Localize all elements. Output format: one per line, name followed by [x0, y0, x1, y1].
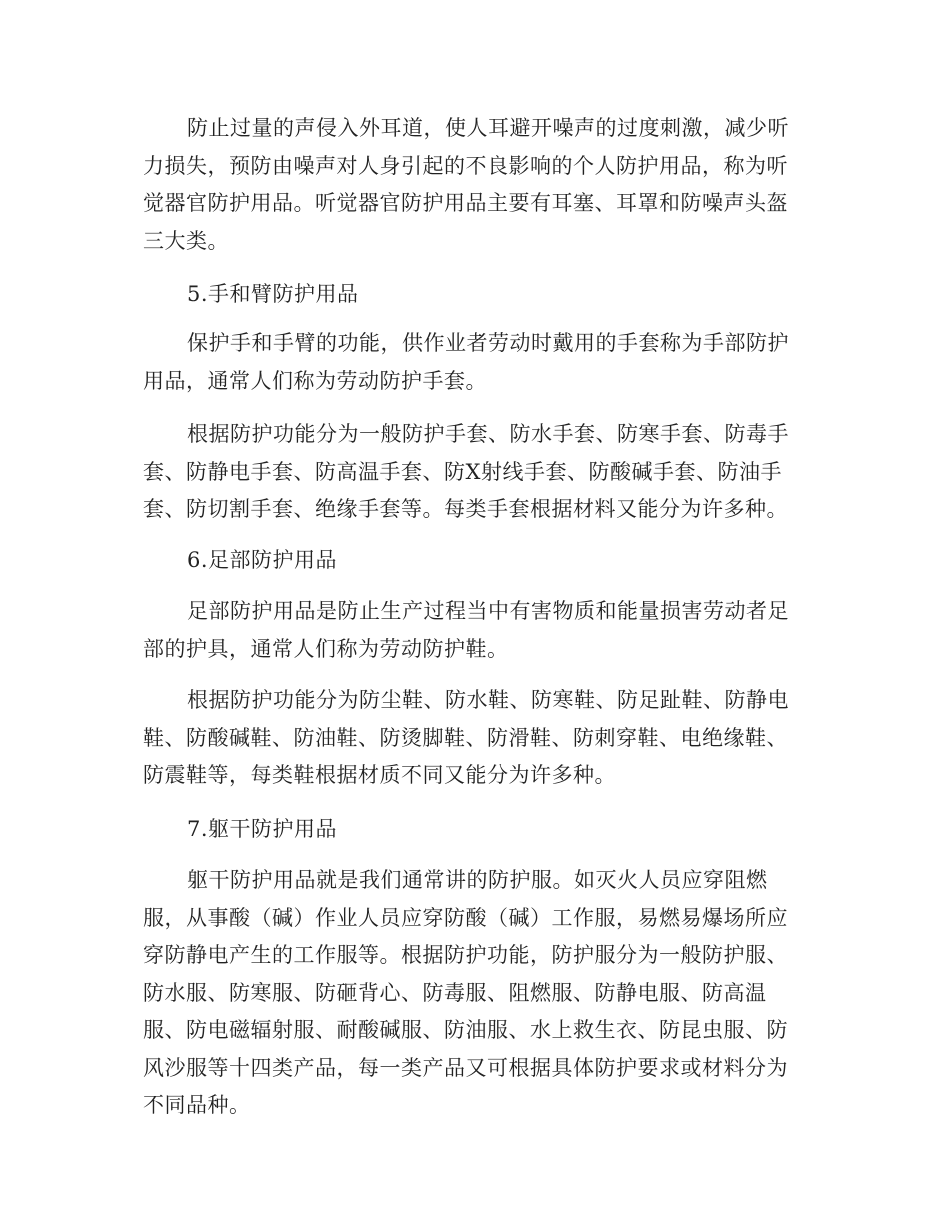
- paragraph: 根据防护功能分为防尘鞋、防水鞋、防寒鞋、防足趾鞋、防静电鞋、防酸碱鞋、防油鞋、防烫脚鞋、防滑鞋、防刺穿鞋、电绝缘鞋、防震鞋等，每类鞋根据材质不同又能分为许多种。: [143, 688, 789, 787]
- paragraph: 根据防护功能分为一般防护手套、防水手套、防寒手套、防毒手套、防静电手套、防高温手套、防X射线手套、防酸碱手套、防油手套、防切割手套、绝缘手套等。每类手套根据材料又能分为许多种。: [143, 422, 789, 521]
- paragraph-hearing-protection: [143, 110, 803, 260]
- section-heading: 7.躯干防护用品: [187, 817, 338, 841]
- section-heading-torso: [143, 811, 803, 849]
- section-heading: 6.足部防护用品: [187, 548, 338, 572]
- paragraph: 防止过量的声侵入外耳道，使人耳避开噪声的过度刺激，减少听力损失，预防由噪声对人身引起的不良影响的个人防护用品，称为听觉器官防护用品。听觉器官防护用品主要有耳塞、耳罩和防噪声头盔三大类。: [143, 116, 789, 253]
- paragraph: 躯干防护用品就是我们通常讲的防护服。如灭火人员应穿阻燃服，从事酸（碱）作业人员应穿防酸（碱）工作服，易燃易爆场所应穿防静电产生的工作服等。根据防护功能，防护服分为一般防护服、防水服、防寒服、防砸背心、防毒服、阻燃服、防静电服、防高温服、防电磁辐射服、耐酸碱服、防油服、水上救生衣、防昆虫服、防风沙服等十四类产品，每一类产品又可根据具体防护要求或材料分为不同品种。: [143, 868, 788, 1117]
- section-heading-foot: [143, 542, 803, 580]
- section-heading: 5.手和臂防护用品: [187, 282, 359, 306]
- paragraph-glove-types: [143, 416, 803, 529]
- paragraph-hand-protection: [143, 325, 803, 400]
- paragraph: 保护手和手臂的功能，供作业者劳动时戴用的手套称为手部防护用品，通常人们称为劳动防护手套。: [143, 331, 789, 393]
- section-heading-hand-arm: [143, 276, 803, 314]
- paragraph-torso-protection: [143, 862, 803, 1125]
- paragraph-foot-protection: [143, 593, 803, 668]
- paragraph-shoe-types: [143, 682, 803, 795]
- paragraph: 足部防护用品是防止生产过程当中有害物质和能量损害劳动者足部的护具，通常人们称为劳动防护鞋。: [143, 599, 789, 661]
